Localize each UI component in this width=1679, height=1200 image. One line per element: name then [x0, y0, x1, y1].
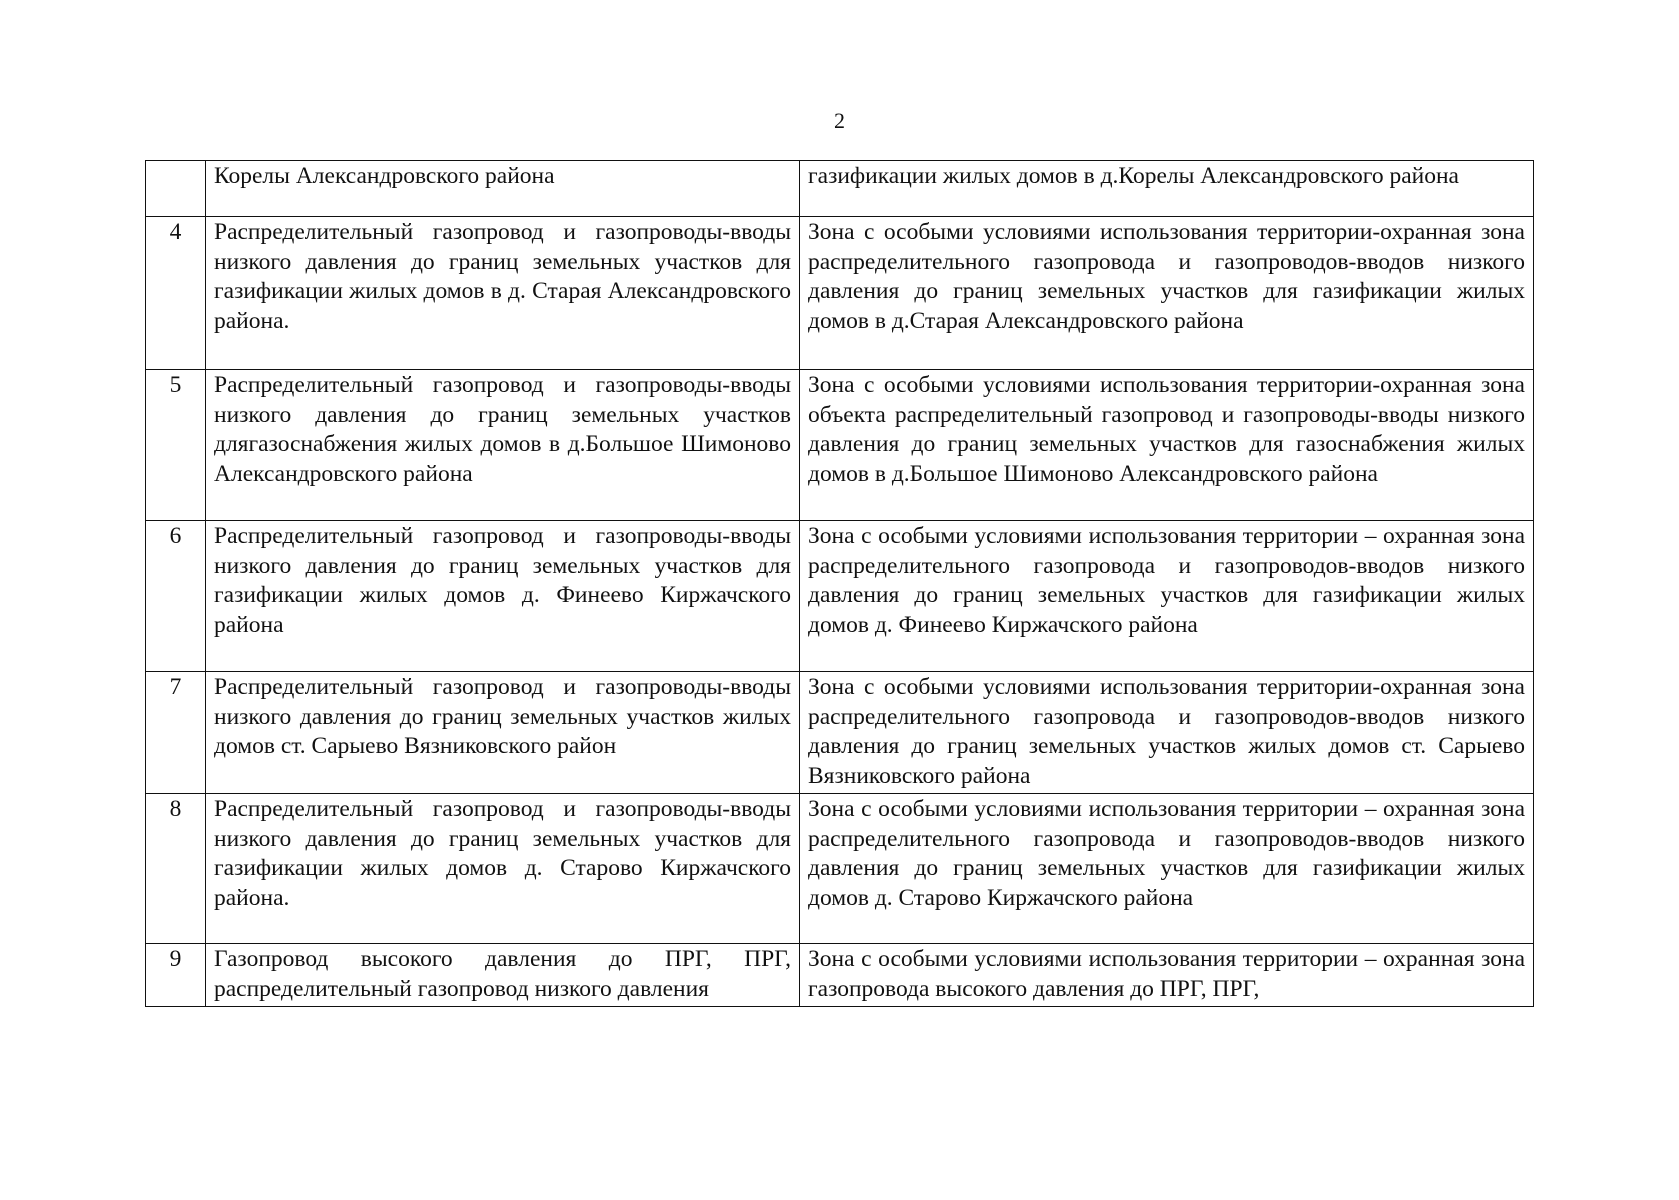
zone-cell: Зона с особыми условиями использования территории – охранная зона распределительного газопровода и газопроводов-вводов низкого давления до границ земельных участков для газификации жилых домов д. Старово Киржачского района — [800, 794, 1534, 944]
zone-cell: газификации жилых домов в д.Корелы Александровского района — [800, 161, 1534, 217]
object-cell: Распределительный газопровод и газопроводы-вводы низкого давления до границ земельных участков для газификации жилых домов д. Финеево Киржачского района — [206, 521, 800, 672]
row-number: 4 — [146, 217, 206, 370]
row-number: 7 — [146, 672, 206, 794]
row-number: 9 — [146, 944, 206, 1007]
zone-cell: Зона с особыми условиями использования территории-охранная зона распределительного газопровода и газопроводов-вводов низкого давления до границ земельных участков жилых домов ст. Сарыево Вязниковского района — [800, 672, 1534, 794]
row-number: 8 — [146, 794, 206, 944]
object-cell: Корелы Александровского района — [206, 161, 800, 217]
row-number — [146, 161, 206, 217]
table-row — [146, 217, 1534, 370]
zone-cell: Зона с особыми условиями использования территории – охранная зона газопровода высокого давления до ПРГ, ПРГ, — [800, 944, 1534, 1007]
object-cell: Распределительный газопровод и газопроводы-вводы низкого давления до границ земельных участков жилых домов ст. Сарыево Вязниковского район — [206, 672, 800, 794]
table-row — [146, 370, 1534, 521]
page-number: 2 — [834, 108, 845, 133]
table-row — [146, 161, 1534, 217]
table-row — [146, 794, 1534, 944]
row-number: 5 — [146, 370, 206, 521]
object-cell: Распределительный газопровод и газопроводы-вводы низкого давления до границ земельных участков длягазоснабжения жилых домов в д.Большое Шимоново Александровского района — [206, 370, 800, 521]
object-cell: Распределительный газопровод и газопроводы-вводы низкого давления до границ земельных участков для газификации жилых домов в д. Старая Александровского района. — [206, 217, 800, 370]
zone-cell: Зона с особыми условиями использования территории-охранная зона распределительного газопровода и газопроводов-вводов низкого давления до границ земельных участков для газификации жилых домов в д.Старая Александровского района — [800, 217, 1534, 370]
object-cell: Распределительный газопровод и газопроводы-вводы низкого давления до границ земельных участков для газификации жилых домов д. Старово Киржачского района. — [206, 794, 800, 944]
zone-cell: Зона с особыми условиями использования территории – охранная зона распределительного газопровода и газопроводов-вводов низкого давления до границ земельных участков для газификации жилых домов д. Финеево Киржачского района — [800, 521, 1534, 672]
row-number: 6 — [146, 521, 206, 672]
table-row — [146, 672, 1534, 794]
zone-cell: Зона с особыми условиями использования территории-охранная зона объекта распределительный газопровод и газопроводы-вводы низкого давления до границ земельных участков для газоснабжения жилых домов в д.Большое Шимоново Александровского района — [800, 370, 1534, 521]
table-row — [146, 944, 1534, 1007]
table-row — [146, 521, 1534, 672]
zones-table — [145, 160, 1534, 1007]
object-cell: Газопровод высокого давления до ПРГ, ПРГ, распределительный газопровод низкого давления — [206, 944, 800, 1007]
